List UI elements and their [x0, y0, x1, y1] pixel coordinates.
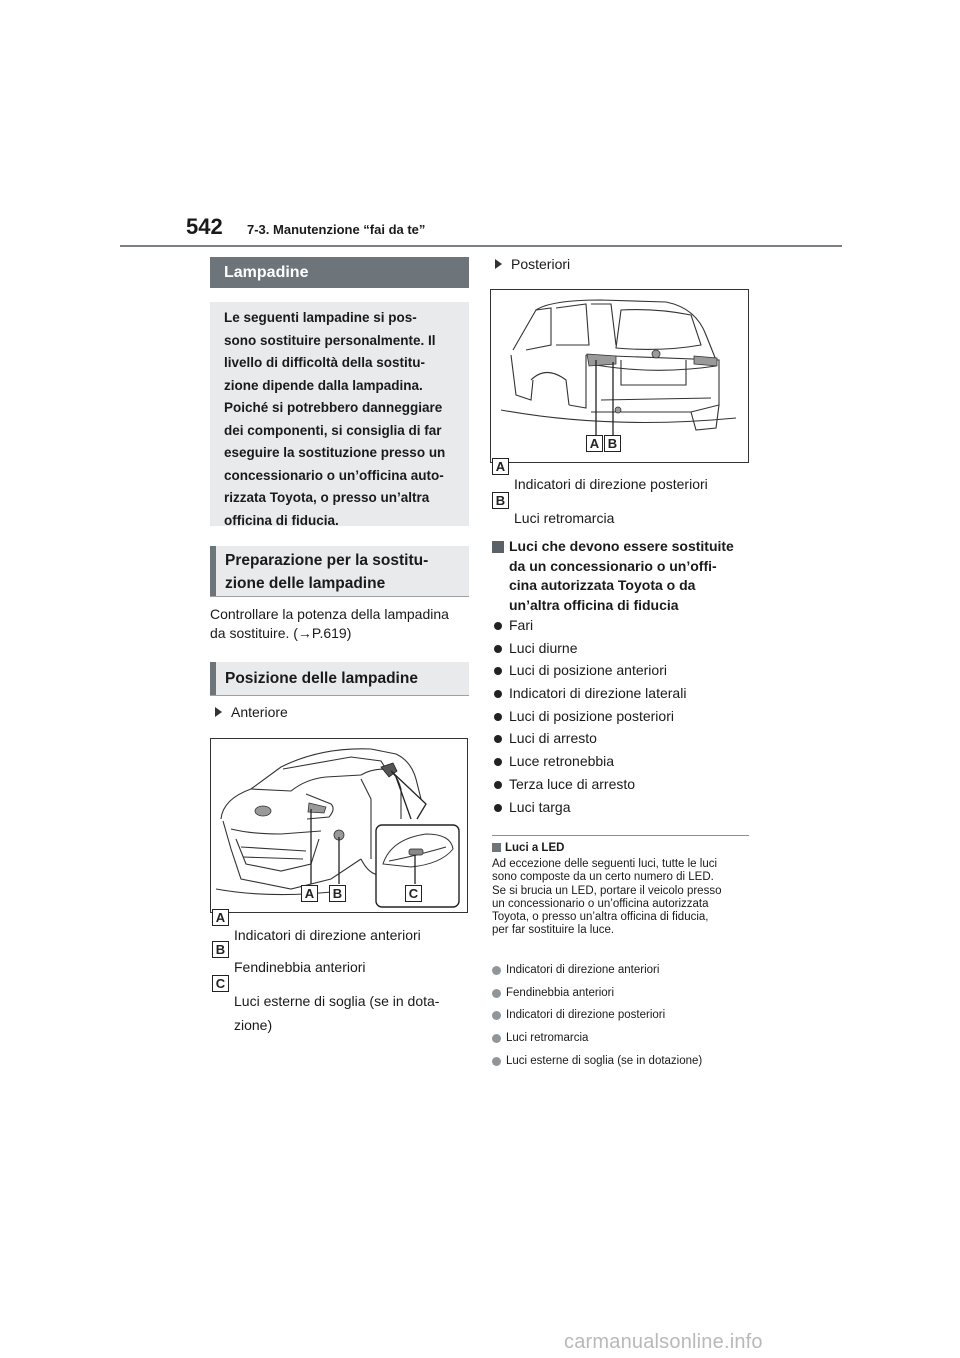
heading-line: un’altra officina di fiducia — [509, 596, 679, 613]
section-title: 7-3. Manutenzione “fai da te” — [247, 222, 426, 237]
list-item: Fendinebbia anteriori — [492, 987, 702, 1010]
callout-c-front: C — [405, 885, 422, 902]
intro-line: livello di difficoltà della sostitu- — [224, 355, 426, 370]
legend-text: Indicatori di direzione posteriori — [514, 476, 708, 492]
bullet-icon — [492, 1057, 501, 1066]
heading-line: Luci che devono essere sostituite — [509, 538, 734, 554]
posizione-heading: Posizione delle lampadine — [210, 662, 469, 696]
intro-box — [210, 302, 469, 526]
list-item: Luci diurne — [492, 640, 686, 663]
preparazione-text — [210, 605, 470, 643]
arrow-right-icon — [495, 259, 502, 269]
front-label — [215, 704, 288, 720]
rear-car-illustration — [490, 289, 749, 463]
list-item: Indicatori di direzione laterali — [492, 685, 686, 708]
bullet-icon — [494, 622, 502, 630]
concessionario-heading — [492, 537, 754, 615]
preparazione-heading-line: Preparazione per la sostitu- — [225, 552, 429, 569]
led-body-line: un concessionario o un’officina autorizzata — [492, 897, 709, 910]
list-item: Luci di posizione posteriori — [492, 708, 686, 731]
callout-a-rear: A — [586, 435, 603, 452]
led-body — [492, 858, 752, 938]
callout-b-front: B — [329, 885, 346, 902]
bullet-icon — [492, 989, 501, 998]
bullet-icon — [494, 645, 502, 653]
square-bullet-icon — [492, 843, 501, 852]
list-item: Indicatori di direzione posteriori — [492, 1009, 702, 1032]
watermark: carmanualsonline.info — [564, 1331, 763, 1353]
bullet-icon — [492, 966, 501, 975]
led-heading — [492, 842, 564, 854]
led-body-line: Ad eccezione delle seguenti luci, tutte le luci — [492, 858, 718, 870]
led-body-line: per far sostituire la luce. — [492, 924, 615, 937]
list-item: Luci targa — [492, 799, 686, 822]
callout-b-rear: B — [604, 435, 621, 452]
intro-line: sono sostituire personalmente. Il — [224, 332, 436, 348]
legend-text: Luci esterne di soglia (se in dota- — [234, 993, 440, 1009]
square-bullet-icon — [492, 541, 504, 553]
heading-line: cina autorizzata Toyota o da — [509, 577, 696, 593]
bullet-icon — [494, 804, 502, 812]
bullet-icon — [494, 781, 502, 789]
preparazione-text-line: Controllare la potenza della lampadina — [210, 606, 449, 622]
front-car-illustration — [210, 738, 468, 913]
led-body-line: sono composte da un certo numero di LED. — [492, 871, 714, 884]
intro-line: eseguire la sostituzione presso un — [224, 445, 446, 460]
preparazione-heading — [210, 546, 469, 597]
lampadine-banner: Lampadine — [210, 257, 469, 288]
list-item: Luci di posizione anteriori — [492, 662, 686, 685]
led-body-line: Toyota, o presso un’altra officina di fiducia, — [492, 911, 709, 924]
intro-line: Le seguenti lampadine si pos- — [224, 310, 417, 325]
list-item: Fari — [492, 617, 686, 640]
led-divider — [492, 835, 749, 836]
preparazione-text-line: da sostituire. (→P.619) — [210, 625, 352, 641]
list-item: Luci di arresto — [492, 730, 686, 753]
legend-text: Fendinebbia anteriori — [234, 959, 366, 975]
preparazione-heading-line: zione delle lampadine — [225, 575, 386, 592]
key-a-icon: A — [212, 909, 229, 926]
intro-line: rizzata Toyota, o presso un’altra — [224, 490, 430, 505]
list-item: Luce retronebbia — [492, 753, 686, 776]
led-body-line: Se si brucia un LED, portare il veicolo presso — [492, 884, 722, 897]
intro-line: concessionario o un’officina auto- — [224, 467, 444, 483]
legend-text: Luci retromarcia — [514, 510, 615, 526]
intro-line: officina di fiducia. — [224, 512, 339, 528]
bullet-icon — [494, 690, 502, 698]
header-divider — [120, 245, 842, 247]
callout-a-front: A — [301, 885, 318, 902]
bullet-icon — [494, 713, 502, 721]
list-item: Luci retromarcia — [492, 1032, 702, 1055]
led-list — [492, 964, 702, 1077]
key-b-icon: B — [492, 492, 509, 509]
page-number: 542 — [186, 214, 223, 239]
list-item: Luci esterne di soglia (se in dotazione) — [492, 1055, 702, 1078]
led-heading-text: Luci a LED — [505, 842, 565, 854]
heading-line: da un concessionario o un’offi- — [509, 557, 717, 574]
front-label-text: Anteriore — [231, 704, 288, 720]
key-b-icon: B — [212, 941, 229, 958]
intro-line: zione dipende dalla lampadina. — [224, 377, 423, 393]
legend-text-continued: zione) — [234, 1017, 273, 1033]
list-item: Terza luce di arresto — [492, 776, 686, 799]
key-c-icon: C — [212, 975, 229, 992]
intro-line: dei componenti, si consiglia di far — [224, 422, 442, 438]
rear-label — [495, 256, 570, 272]
bullet-icon — [492, 1034, 501, 1043]
list-item: Indicatori di direzione anteriori — [492, 964, 702, 987]
rear-label-text: Posteriori — [511, 256, 571, 272]
concessionario-list — [492, 617, 686, 821]
key-a-icon: A — [492, 458, 509, 475]
intro-line: Poiché si potrebbero danneggiare — [224, 400, 443, 415]
legend-text: Indicatori di direzione anteriori — [234, 927, 421, 943]
arrow-right-icon — [215, 707, 222, 717]
